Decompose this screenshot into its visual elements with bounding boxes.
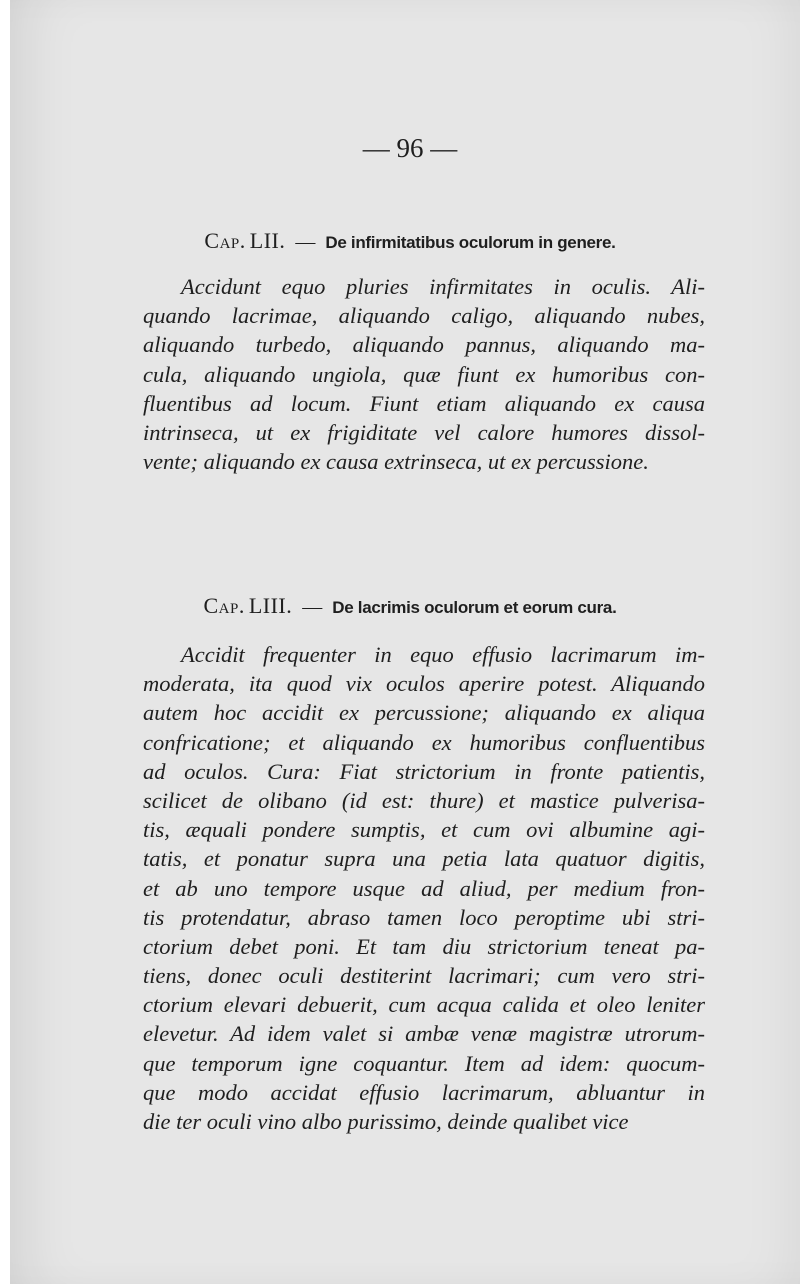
book-page [10,0,800,1284]
text-line: fluentibus ad locum. Fiunt etiam aliquando ex causa [143,390,705,416]
chapter-label: Cap. [203,593,245,618]
text-line: tis protendatur, abraso tamen loco peroptime ubi stri- [143,904,705,930]
chapter-heading-lii [10,228,800,254]
chapter-title: De lacrimis oculorum et eorum cura. [332,598,617,617]
text-line: et ab uno tempore usque ad aliud, per medium fron- [143,875,705,901]
text-line: aliquando turbedo, aliquando pannus, aliquando ma- [143,332,705,358]
text-line: que temporum igne coquantur. Item ad idem: quocum- [143,1050,705,1076]
text-line: elevetur. Ad idem valet si ambæ venæ magistræ utrorum- [143,1021,705,1047]
text-line: Accidit frequenter in equo effusio lacrimarum im- [181,642,705,667]
heading-dash: — [302,596,323,618]
text-line: moderata, ita quod vix oculos aperire potest. Aliquando [143,671,705,697]
chapter-number: LIII. [248,593,293,618]
text-line: ctorium elevari debuerit, cum acqua calida et oleo leniter [143,992,705,1018]
text-line: quando lacrimae, aliquando caligo, aliquando nubes, [143,303,705,329]
text-line: Accidunt equo pluries infirmitates in oculis. Ali- [181,274,705,299]
chapter-label: Cap. [204,228,246,253]
text-line: vente; aliquando ex causa extrinseca, ut ex percussione. [143,449,649,475]
text-line: ctorium debet poni. Et tam diu strictorium teneat pa- [143,933,705,959]
text-line: autem hoc accidit ex percussione; aliquando ex aliqua [143,700,705,726]
text-line: que modo accidat effusio lacrimarum, abluantur in [143,1079,705,1105]
chapter-lii-body [143,272,705,476]
text-line: die ter oculi vino albo purissimo, deinde qualibet vice [143,1109,629,1134]
text-line: tis, æquali pondere sumptis, et cum ovi albumine agi- [143,817,705,843]
chapter-number: LII. [249,228,286,253]
text-line: cula, aliquando ungiola, quæ fiunt ex humoribus con- [143,361,705,387]
chapter-liii-body [143,640,705,1136]
text-line: confricatione; et aliquando ex humoribus confluentibus [143,729,705,755]
text-line: tiens, donec oculi destiterint lacrimari; cum vero stri- [143,963,705,989]
heading-dash: — [295,231,316,253]
chapter-title: De infirmitatibus oculorum in genere. [325,233,616,252]
page-number: — 96 — [362,133,458,163]
text-line: intrinseca, ut ex frigiditate vel calore humores dissol- [143,419,705,445]
text-line: tatis, et ponatur supra una petia lata quatuor digitis, [143,846,705,872]
chapter-heading-liii [10,593,800,619]
text-line: ad oculos. Cura: Fiat strictorium in fronte patientis, [143,758,705,784]
text-line: scilicet de olibano (id est: thure) et mastice pulverisa- [143,787,705,813]
